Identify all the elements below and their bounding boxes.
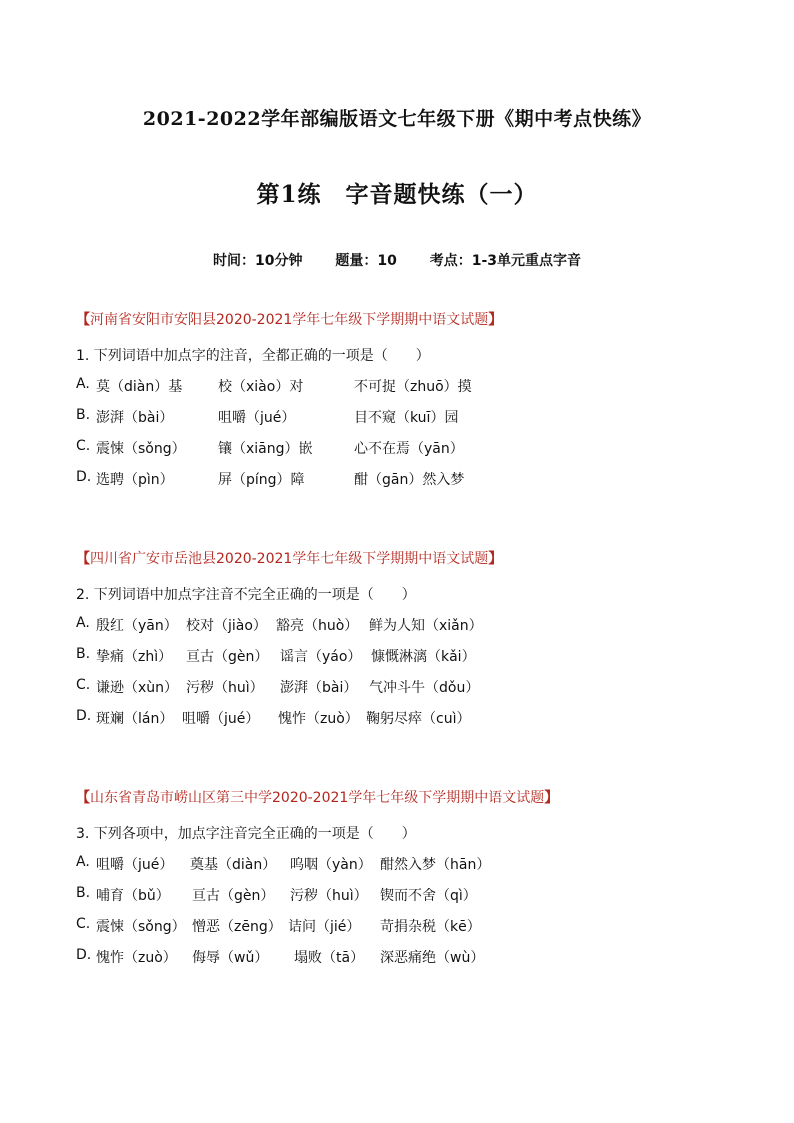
- option-letter: D.: [76, 947, 92, 963]
- option-letter: A.: [76, 376, 90, 392]
- source-text: 】: [544, 790, 559, 806]
- option-item: 不可捉（zhuō）摸: [354, 379, 472, 395]
- option-item: 亘古（gèn）: [186, 649, 269, 665]
- option-letter: C.: [76, 438, 91, 454]
- document-title: 2021-2022学年部编版语文七年级下册《期中考点快练》: [142, 108, 652, 130]
- option-item: 锲而不舍（qì）: [380, 888, 477, 904]
- source-text: 】: [488, 551, 503, 567]
- source-text: 【: [76, 312, 90, 328]
- meta-count: 题量：10: [335, 253, 397, 269]
- source-text: 2020-2021: [216, 551, 293, 567]
- option-item: 震悚（sǒng）: [96, 441, 186, 457]
- option-letter: C.: [76, 677, 91, 693]
- option-item: 鞠躬尽瘁（cuì）: [366, 711, 471, 727]
- source-text: 【: [76, 790, 90, 806]
- source-text: 河南省安阳市安阳县: [90, 312, 216, 328]
- option-item: 侮辱（wǔ）: [192, 950, 269, 966]
- source-text: 2020-2021: [272, 790, 349, 806]
- option-item: 亘古（gèn）: [192, 888, 275, 904]
- option-item: 咀嚼（jué）: [182, 711, 260, 727]
- option-item: 呜咽（yàn）: [290, 857, 372, 873]
- source-text: 学年七年级下学期期中语文试题: [292, 312, 489, 328]
- source-text: 四川省广安市岳池县: [90, 551, 216, 567]
- source-text: 学年七年级下学期期中语文试题: [348, 790, 545, 806]
- option-item: 深恶痛绝（wù）: [380, 950, 485, 966]
- option-item: 咀嚼（jué）: [96, 857, 174, 873]
- source-text: 2020-2021: [216, 312, 293, 328]
- source-text: 】: [488, 312, 503, 328]
- source-text: 山东省青岛市崂山区第三中学: [90, 790, 272, 806]
- option-item: 鲜为人知（xiǎn）: [369, 618, 483, 634]
- question-source: [76, 787, 558, 807]
- option-letter: B.: [76, 407, 91, 423]
- source-text: 学年七年级下学期期中语文试题: [292, 551, 489, 567]
- option-item: 谣言（yáo）: [280, 649, 362, 665]
- option-letter: B.: [76, 646, 91, 662]
- option-item: 酣（gān）然入梦: [354, 472, 465, 488]
- option-item: 殷红（yān）: [96, 618, 178, 634]
- option-item: 澎湃（bài）: [96, 410, 174, 426]
- question-stem: 3. 下列各项中，加点字注音完全正确的一项是（ ）: [76, 826, 416, 842]
- option-item: 震悚（sǒng）: [96, 919, 186, 935]
- exercise-title: 第1练 字音题快练（一）: [256, 181, 538, 208]
- option-item: 斑斓（lán）: [96, 711, 174, 727]
- option-item: 气冲斗牛（dǒu）: [369, 680, 480, 696]
- option-item: 污秽（huì）: [290, 888, 368, 904]
- option-letter: A.: [76, 854, 90, 870]
- exercise-meta: [0, 250, 794, 270]
- option-item: 谦逊（xùn）: [96, 680, 179, 696]
- option-item: 憎恶（zēng）: [192, 919, 282, 935]
- option-letter: D.: [76, 708, 92, 724]
- option-item: 镶（xiāng）嵌: [218, 441, 313, 457]
- option-item: 校（xiào）对: [218, 379, 304, 395]
- option-item: 污秽（huì）: [186, 680, 264, 696]
- option-item: 酣然入梦（hān）: [380, 857, 491, 873]
- option-letter: B.: [76, 885, 91, 901]
- option-item: 愧怍（zuò）: [278, 711, 359, 727]
- option-item: 挚痛（zhì）: [96, 649, 173, 665]
- option-item: 愧怍（zuò）: [96, 950, 177, 966]
- source-text: 【: [76, 551, 90, 567]
- option-letter: A.: [76, 615, 90, 631]
- option-item: 校对（jiào）: [186, 618, 267, 634]
- option-item: 慷慨淋漓（kǎi）: [371, 649, 476, 665]
- question-source: [76, 309, 502, 329]
- question-source: [76, 548, 502, 568]
- question-stem: 1. 下列词语中加点字的注音，全都正确的一项是（ ）: [76, 348, 430, 364]
- option-item: 心不在焉（yān）: [354, 441, 464, 457]
- option-item: 目不窥（kuī）园: [354, 410, 459, 426]
- meta-time: 时间：10分钟: [212, 253, 303, 269]
- option-letter: D.: [76, 469, 92, 485]
- option-item: 塌败（tā）: [294, 950, 365, 966]
- option-letter: C.: [76, 916, 91, 932]
- option-item: 咀嚼（jué）: [218, 410, 296, 426]
- option-item: 诘问（jié）: [288, 919, 361, 935]
- question-stem: 2. 下列词语中加点字注音不完全正确的一项是（ ）: [76, 587, 416, 603]
- option-item: 哺育（bǔ）: [96, 888, 170, 904]
- option-item: 豁亮（huò）: [276, 618, 359, 634]
- meta-topic: 考点：1-3单元重点字音: [429, 253, 581, 269]
- option-item: 苛捐杂税（kē）: [380, 919, 481, 935]
- option-item: 选聘（pìn）: [96, 472, 174, 488]
- option-item: 莫（diàn）基: [96, 379, 183, 395]
- option-item: 奠基（diàn）: [190, 857, 277, 873]
- option-item: 屏（píng）障: [218, 472, 305, 488]
- option-item: 澎湃（bài）: [280, 680, 358, 696]
